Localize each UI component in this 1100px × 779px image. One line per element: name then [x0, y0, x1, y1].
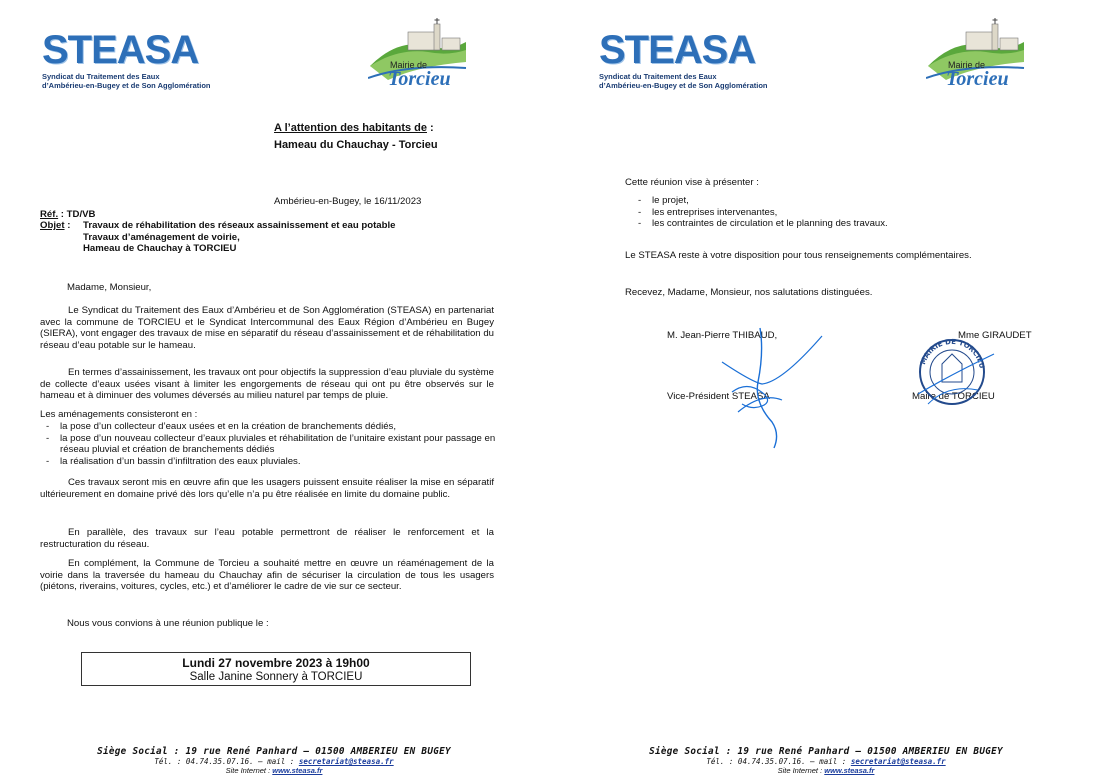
- availability: Le STEASA reste à votre disposition pour tous renseignements complémentaires.: [625, 250, 972, 261]
- footer: Siège Social : 19 rue René Panhard – 01500 AMBERIEU EN BUGEY Tél. : 04.74.35.07.16. – mail : secretariat@steasa.fr Site Internet : www.steasa.fr: [649, 746, 1003, 775]
- signatory-1-name: M. Jean-Pierre THIBAUD,: [667, 330, 778, 341]
- meeting-place: Salle Janine Sonnery à TORCIEU: [189, 671, 363, 683]
- list-item: - le projet,: [632, 195, 1052, 207]
- list-item: - la réalisation d’un bassin d’infiltration des eaux pluviales.: [40, 456, 500, 468]
- site-link[interactable]: www.steasa.fr: [272, 766, 323, 775]
- amenagements-list: [40, 421, 500, 467]
- svg-text:MAIRIE DE TORCIEU: MAIRIE DE TORCIEU: [919, 337, 986, 370]
- signatory-1-title: Vice-Président STEASA: [667, 391, 770, 402]
- letter-page-2: [552, 0, 1100, 779]
- reference: Réf. : TD/VB: [40, 209, 96, 220]
- site-link[interactable]: www.steasa.fr: [824, 766, 875, 775]
- convocation: Nous vous convions à une réunion publique le :: [67, 618, 269, 629]
- meeting-date: Lundi 27 novembre 2023 à 19h00: [182, 656, 370, 670]
- list-item: - les contraintes de circulation et le planning des travaux.: [632, 218, 1052, 230]
- letter-page-1: [0, 0, 548, 779]
- meeting-box: [81, 652, 471, 686]
- mail-link[interactable]: secretariat@steasa.fr: [850, 757, 946, 766]
- signatory-2-name: Mme GIRAUDET: [958, 330, 1032, 341]
- attention-line: A l’attention des habitants de :: [274, 122, 434, 134]
- place-date: Ambérieu-en-Bugey, le 16/11/2023: [274, 196, 422, 207]
- list-item: - les entreprises intervenantes,: [632, 207, 1052, 219]
- mairie-logo: Mairie de Torcieu: [926, 18, 1026, 88]
- paragraph-5: En complément, la Commune de Torcieu a souhaité mettre en œuvre un réaménagement de la voirie dans la traversée du hameau du Chauchay afin de sécuriser la circulation de tous les usagers (piétons, riverains, voitures, cycles, etc.) et d’améliorer le cadre de vie sur ce secteur.: [40, 558, 494, 592]
- list-item: - la pose d’un nouveau collecteur d’eaux pluviales et réhabilitation de l’unitaire existant pour passage en réseau pluvial et création de branchements dédiés: [40, 433, 500, 456]
- footer: Siège Social : 19 rue René Panhard – 01500 AMBERIEU EN BUGEY Tél. : 04.74.35.07.16. – mail : secretariat@steasa.fr Site Internet : www.steasa.fr: [97, 746, 451, 775]
- signature-icon: [702, 322, 832, 452]
- meeting-agenda: [632, 195, 1052, 230]
- steasa-logo: STEASA Syndicat du Traitement des Eaux d’Ambérieu-en-Bugey et de Son Agglomération: [42, 28, 211, 90]
- mairie-logo: Mairie de Torcieu: [368, 18, 468, 88]
- signatory-2-title: Maire de TORCIEU: [912, 391, 995, 402]
- mairie-stamp-icon: [908, 334, 998, 410]
- paragraph-3: Ces travaux seront mis en œuvre afin que les usagers puissent ensuite réaliser la mise en séparatif ultérieurement en domaine privé dès lors qu’elle n’a pu être réalisée en limite du domaine public.: [40, 477, 494, 500]
- recipient: Hameau du Chauchay - Torcieu: [274, 139, 438, 151]
- paragraph-4: En parallèle, des travaux sur l’eau potable permettront de réaliser le renforcement et la restructuration du réseau.: [40, 527, 494, 550]
- closing: Recevez, Madame, Monsieur, nos salutations distinguées.: [625, 287, 873, 298]
- paragraph-2: En termes d’assainissement, les travaux ont pour objectifs la suppression d’eau pluviale du système de collecte d’eaux usées visant à limiter les engorgements de réseau qui ont pu être observés sur le hameau et à diminuer des volumes déversés au milieu naturel par temps de pluie.: [40, 367, 494, 401]
- meeting-intro: Cette réunion vise à présenter :: [625, 177, 759, 188]
- objet-label: Objet :: [40, 220, 71, 231]
- mail-link[interactable]: secretariat@steasa.fr: [298, 757, 394, 766]
- steasa-logo: STEASA Syndicat du Traitement des Eaux d’Ambérieu-en-Bugey et de Son Agglomération: [599, 28, 768, 90]
- list-item: - la pose d’un collecteur d’eaux usées et en la création de branchements dédiés,: [40, 421, 500, 433]
- amenagements-intro: Les aménagements consisteront en :: [40, 409, 198, 420]
- salutation: Madame, Monsieur,: [67, 282, 152, 293]
- paragraph-1: Le Syndicat du Traitement des Eaux d’Ambérieu et de Son Agglomération (STEASA) en partenariat avec la commune de TORCIEU et le Syndicat Intercommunal des Eaux Région d’Ambérieu en Bugey (SIERA), vont engager des travaux de mise en séparatif du réseau d’assainissement et de réhabilitation du réseau d’eau potable sur le hameau.: [40, 305, 494, 351]
- objet-lines: Travaux de réhabilitation des réseaux assainissement et eau potable Travaux d’aménagement de voirie, Hameau de Chauchay à TORCIEU: [83, 220, 396, 254]
